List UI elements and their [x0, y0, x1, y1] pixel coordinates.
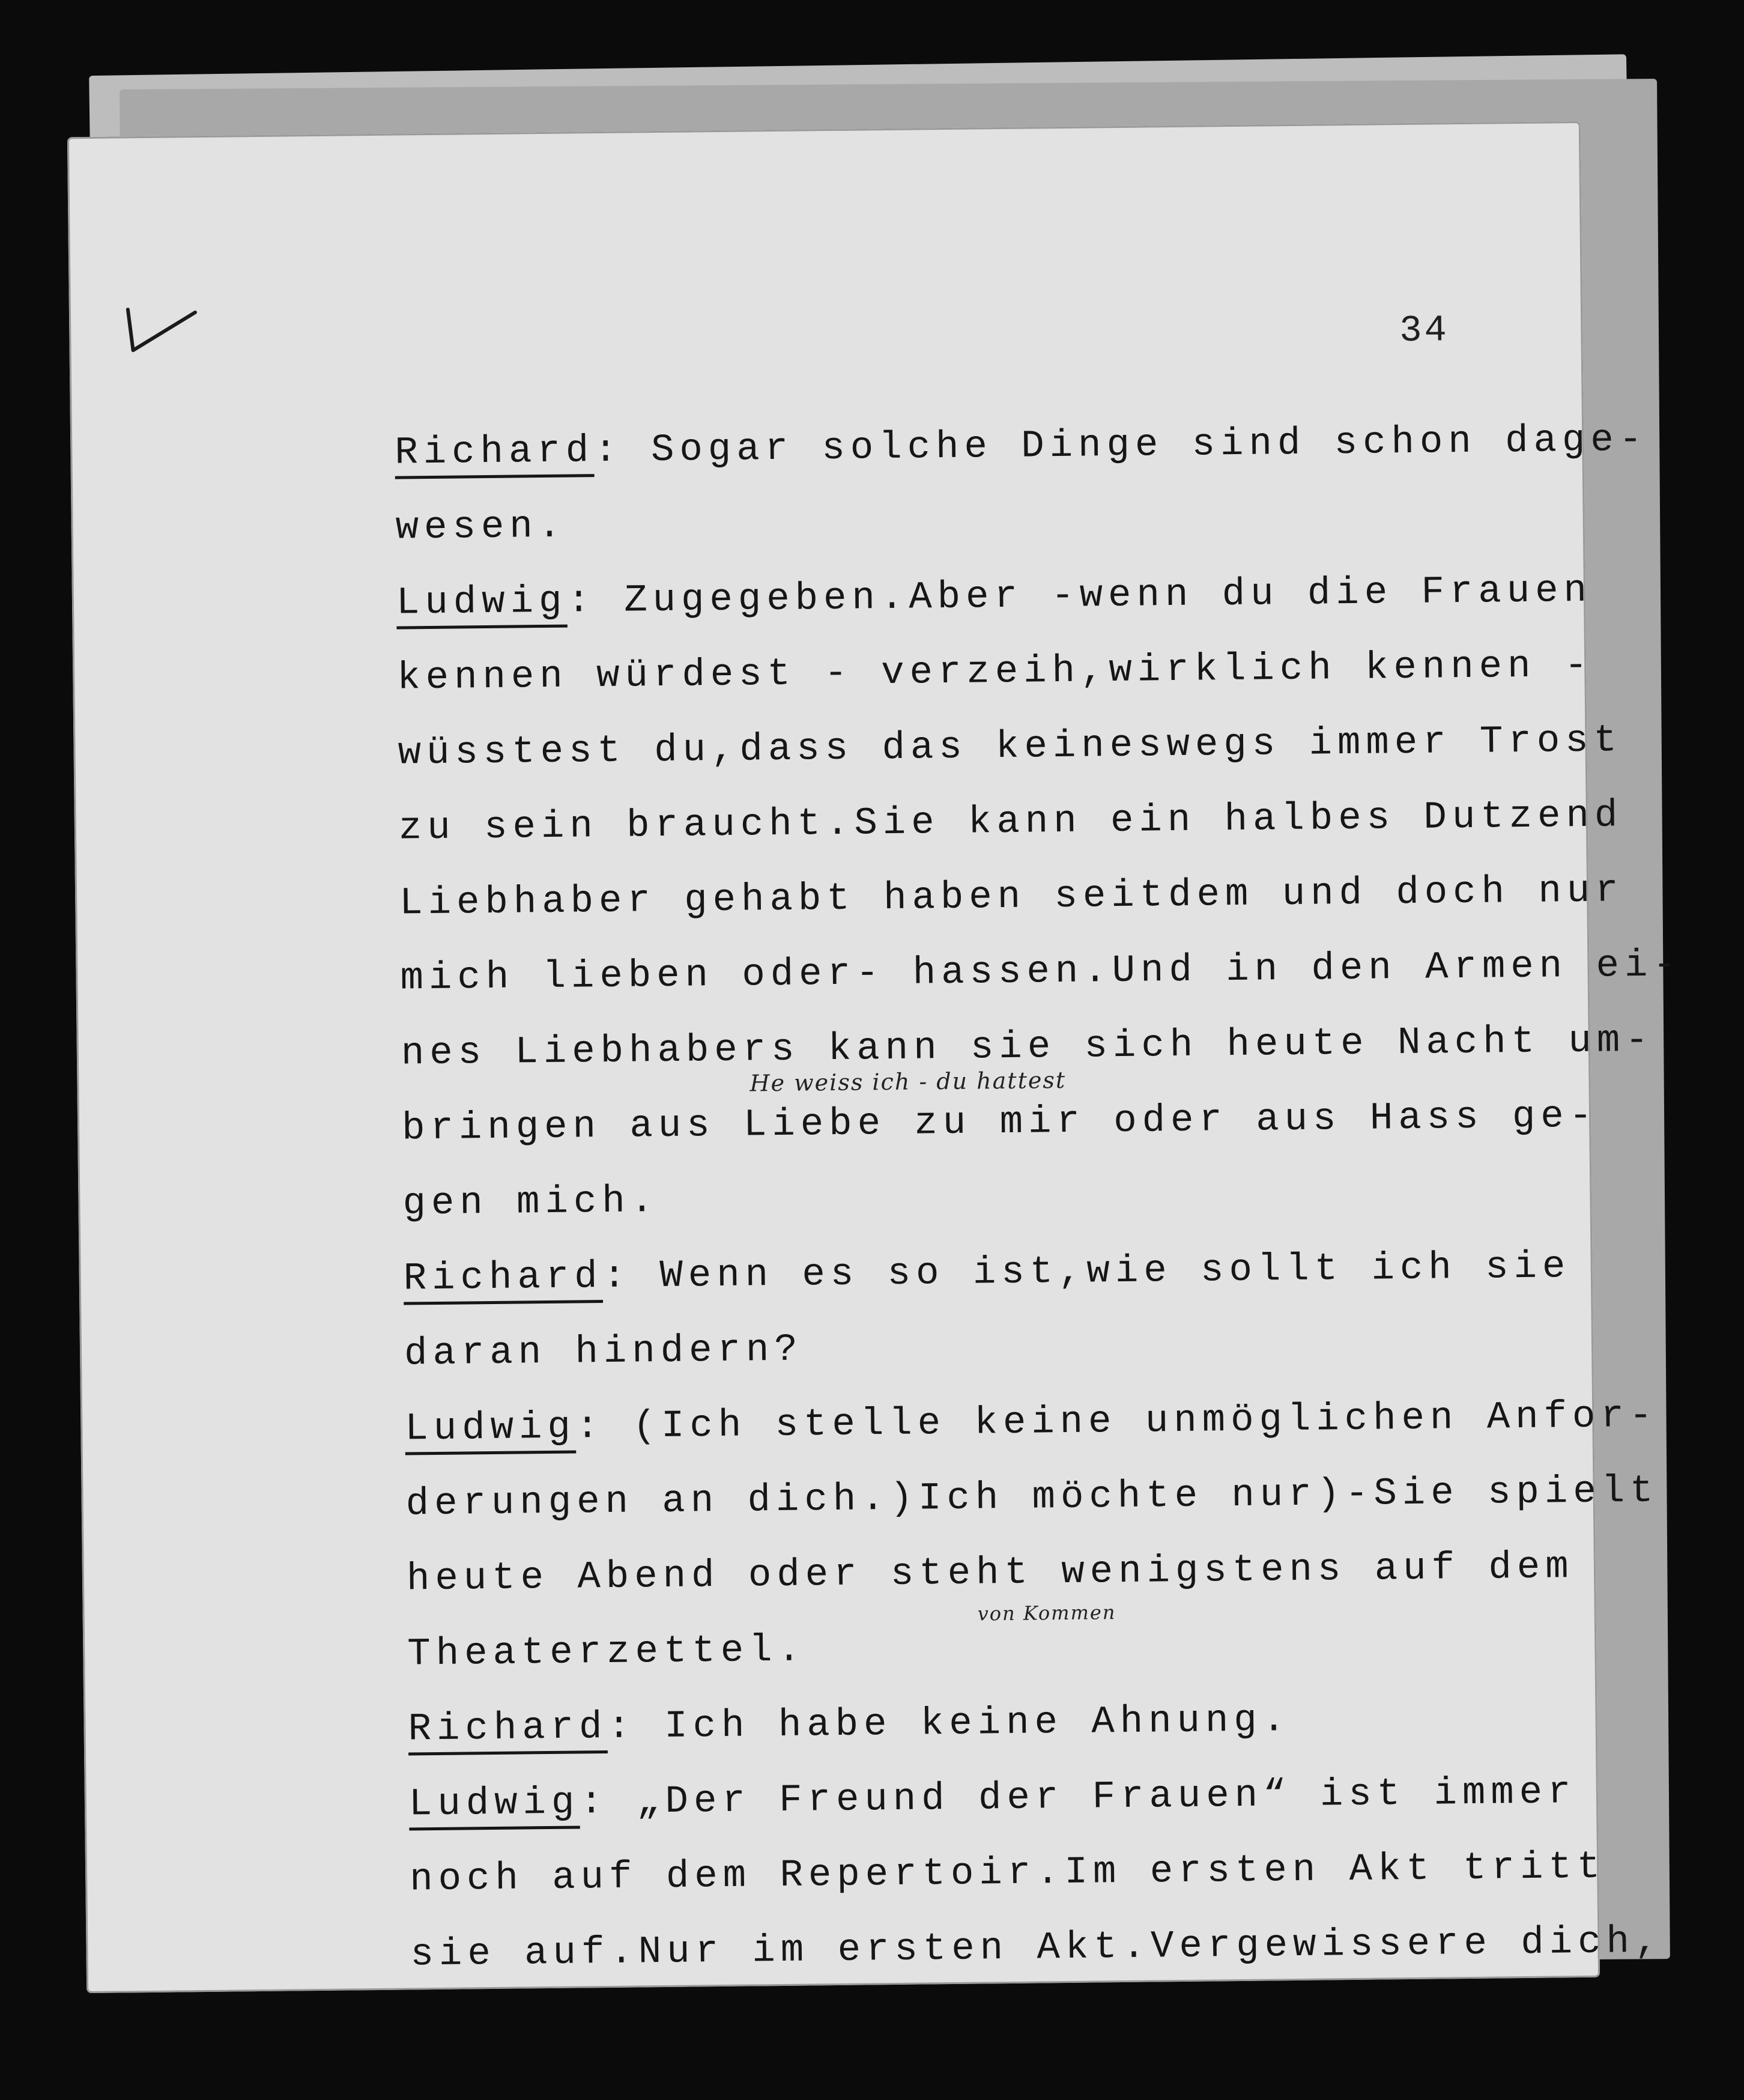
script-line: sie auf.Nur im ersten Akt.Vergewissere dich, — [410, 1920, 1664, 1977]
script-line: nes Liebhabers kann sie sich heute Nacht um- — [401, 1019, 1655, 1076]
script-line: Liebhaber gehabt haben seitdem und doch nur — [399, 869, 1624, 926]
script-line: Richard: Ich habe keine Ahnung. — [408, 1699, 1291, 1752]
script-line: heute Abend oder steht wenigstens auf dem — [406, 1546, 1574, 1601]
check-mark-icon — [124, 305, 203, 360]
speaker-name: Richard — [408, 1706, 608, 1752]
script-line — [395, 403, 1648, 491]
script-line: noch auf dem Repertoir.Im ersten Akt tritt — [409, 1845, 1606, 1902]
speaker-name: Richard — [403, 1255, 604, 1301]
script-line: wesen. — [395, 505, 567, 550]
script-line: Richard: Wenn es so ist,wie sollt ich sie — [403, 1245, 1571, 1301]
script-line: wüsstest du,dass das keineswegs immer Trost — [398, 719, 1623, 775]
script-line: zu sein braucht.Sie kann ein halbes Dutzend — [398, 794, 1623, 851]
script-body — [395, 403, 1682, 1992]
handwritten-note: He weiss ich - du hattest — [749, 1066, 1067, 1097]
speaker-name: Ludwig — [405, 1406, 577, 1451]
script-line: Ludwig: „Der Freund der Frauen“ ist immer — [408, 1771, 1576, 1827]
script-line: Theaterzettel. — [407, 1628, 807, 1677]
speaker-name: Ludwig — [408, 1781, 580, 1827]
script-line: Ludwig: (Ich stelle keine unmöglichen Anfor- — [405, 1394, 1658, 1451]
line-text: Richard: Sogar solche Dinge sind schon dage- — [395, 418, 1648, 475]
handwritten-note: von Kommen — [977, 1601, 1116, 1625]
script-line: derungen an dich.)Ich möchte nur)-Sie spielt — [405, 1469, 1659, 1526]
speaker-name: Richard — [395, 429, 595, 475]
script-line: bringen aus Liebe zu mir oder aus Hass ge- — [401, 1094, 1598, 1151]
page-number: 34 — [1399, 309, 1450, 353]
typescript-page — [67, 121, 1682, 1993]
script-line: kennen würdest - verzeih,wirklich kennen - — [396, 644, 1593, 700]
script-line: mich lieben oder- hassen.Und in den Armen ei- — [400, 944, 1682, 1001]
script-line: daran hindern? — [404, 1328, 804, 1376]
speaker-name: Ludwig — [396, 580, 568, 625]
script-line: gen mich. — [402, 1180, 659, 1226]
script-line: Ludwig: Zugegeben.Aber -wenn du die Frauen — [396, 569, 1593, 625]
